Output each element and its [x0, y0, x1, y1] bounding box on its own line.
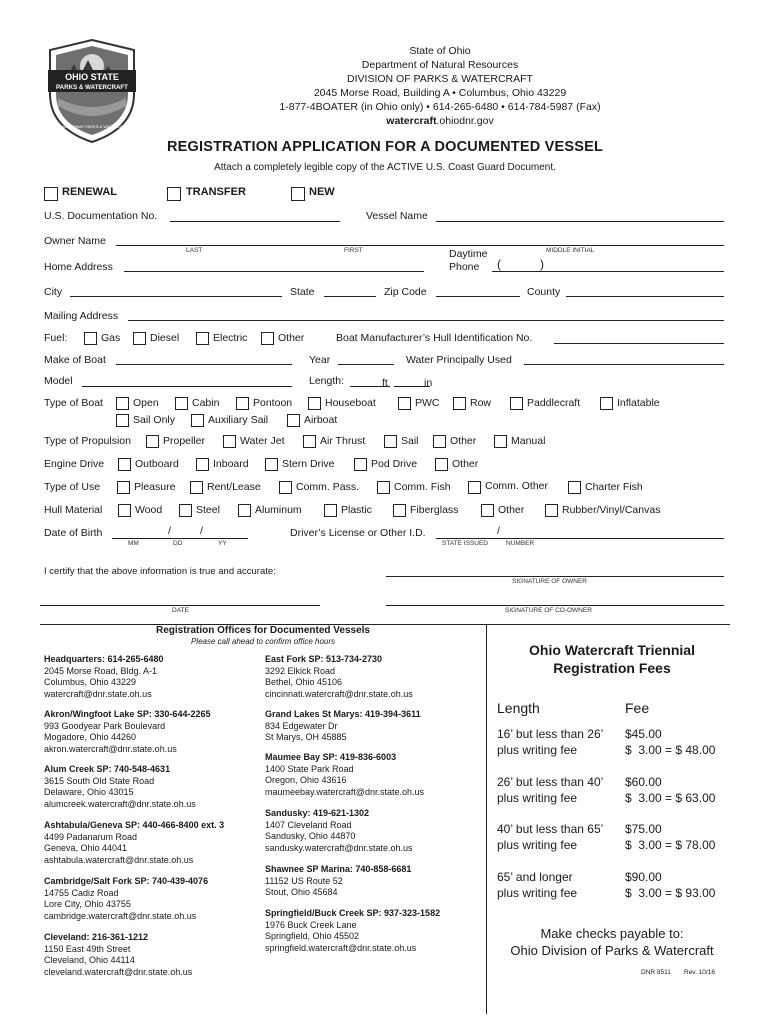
office-street: 11152 US Route 52 — [265, 875, 343, 886]
use-label: Type of Use — [44, 481, 101, 493]
fuel-electric-checkbox[interactable] — [196, 332, 209, 345]
office-email[interactable]: springfield.watercraft@dnr.state.oh.us — [265, 942, 417, 953]
new-label: NEW — [309, 186, 335, 198]
hull-plastic-checkbox[interactable] — [324, 504, 337, 517]
office-city: Stout, Ohio 45684 — [265, 887, 338, 897]
boat-airboat-label: Airboat — [304, 414, 338, 426]
prop-manual-checkbox[interactable] — [494, 435, 507, 448]
office-city: Columbus, Ohio 43229 — [44, 677, 137, 687]
hull-label: Hull Material — [44, 504, 103, 516]
use-rent-checkbox[interactable] — [190, 481, 203, 494]
office-street: 1150 East 49th Street — [44, 943, 131, 954]
office-name: Sandusky: 419-621-1302 — [265, 808, 370, 818]
mailing-label: Mailing Address — [44, 310, 119, 322]
fuel-gas-checkbox[interactable] — [84, 332, 97, 345]
use-pleasure-checkbox[interactable] — [117, 481, 130, 494]
water-field[interactable] — [524, 364, 724, 365]
use-charter-checkbox[interactable] — [568, 481, 581, 494]
office-east-fork — [265, 654, 483, 700]
prop-other-label: Other — [450, 435, 477, 447]
dd-caption: DD — [173, 540, 183, 547]
engine-other-label: Other — [452, 458, 479, 470]
office-name: Cambridge/Salt Fork SP: 740-439-4076 — [44, 876, 209, 886]
fee-writing: plus writing fee — [497, 886, 578, 900]
boat-inflatable-checkbox[interactable] — [600, 397, 613, 410]
office-city: St Marys, OH 45885 — [265, 732, 347, 742]
boat-houseboat-label: Houseboat — [325, 397, 376, 409]
new-checkbox[interactable] — [291, 187, 305, 201]
zip-field[interactable] — [436, 296, 520, 297]
form-number: DNR 8511 — [641, 969, 671, 976]
office-name: Springfield/Buck Creek SP: 937-323-1582 — [265, 908, 441, 918]
office-name: Maumee Bay SP: 419-836-6003 — [265, 752, 397, 762]
office-name: Cleveland: 216-361-1212 — [44, 932, 149, 942]
hull-aluminum-label: Aluminum — [255, 504, 302, 516]
prop-airthrust-checkbox[interactable] — [303, 435, 316, 448]
use-commfish-checkbox[interactable] — [377, 481, 390, 494]
fuel-other-checkbox[interactable] — [261, 332, 274, 345]
use-charter-label: Charter Fish — [585, 481, 643, 493]
office-name: Shawnee SP Marina: 740-858-6681 — [265, 864, 412, 874]
vessel-name-label: Vessel Name — [366, 210, 428, 222]
office-ashtabula — [44, 820, 259, 866]
boat-cabin-checkbox[interactable] — [175, 397, 188, 410]
prop-sail-label: Sail — [401, 435, 419, 447]
state-label: State — [290, 286, 315, 298]
certify-text: I certify that the above information is true and accurate: — [44, 566, 276, 577]
owner-name-field[interactable] — [116, 245, 724, 246]
header-address: 2045 Morse Road, Building A • Columbus, Ohio 43229 — [313, 87, 567, 99]
engine-other-checkbox[interactable] — [435, 458, 448, 471]
use-commpass-checkbox[interactable] — [279, 481, 292, 494]
offices-title: Registration Offices for Documented Vessels — [156, 625, 370, 636]
dob-slash-1: / — [168, 525, 171, 537]
offices-note: Please call ahead to confirm office hours — [190, 637, 336, 646]
boat-open-label: Open — [133, 397, 159, 409]
home-address-field[interactable] — [124, 271, 424, 272]
office-email[interactable]: watercraft@dnr.state.oh.us — [44, 688, 152, 699]
yy-caption: YY — [218, 540, 227, 547]
fee-total: $ 3.00 = $ 63.00 — [625, 791, 716, 805]
boat-sail-only-checkbox[interactable] — [116, 414, 129, 427]
header-website[interactable] — [230, 114, 650, 128]
sig-owner-caption: SIGNATURE OF OWNER — [512, 578, 587, 585]
fee-base: $75.00 — [625, 822, 662, 836]
year-label: Year — [309, 354, 331, 366]
office-springfield — [265, 908, 483, 954]
license-slash: / — [497, 525, 500, 537]
mm-caption: MM — [128, 540, 139, 547]
zip-label: Zip Code — [384, 286, 427, 298]
use-commfish-label: Comm. Fish — [394, 481, 451, 493]
hull-fiberglass-label: Fiberglass — [410, 504, 459, 516]
hin-field[interactable] — [554, 343, 724, 344]
logo-line1: OHIO STATE — [65, 72, 119, 82]
fees-title-1: Ohio Watercraft Triennial — [529, 642, 695, 658]
fees-col-fee: Fee — [625, 700, 650, 716]
boat-paddlecraft-checkbox[interactable] — [510, 397, 523, 410]
make-field[interactable] — [116, 364, 292, 365]
office-email[interactable]: cambridge.watercraft@dnr.state.oh.us — [44, 910, 197, 921]
office-email[interactable]: maumeebay.watercraft@dnr.state.oh.us — [265, 786, 425, 797]
office-city: Oregon, Ohio 43616 — [265, 775, 347, 785]
sig-coowner-caption: SIGNATURE OF CO-OWNER — [505, 607, 592, 614]
ft-label: ft — [382, 377, 388, 389]
header-state: State of Ohio — [409, 45, 471, 57]
boat-sail-only-label: Sail Only — [133, 414, 176, 426]
checks-line-2: Ohio Division of Parks & Watercraft — [510, 943, 714, 958]
office-city: Springfield, Ohio 45502 — [265, 931, 360, 941]
fees-col-length: Length — [497, 700, 540, 716]
prop-manual-label: Manual — [511, 435, 546, 447]
office-shawnee — [265, 864, 483, 899]
fee-row-3-length — [497, 821, 603, 853]
fee-row-2-amount — [625, 774, 715, 806]
fee-base: $45.00 — [625, 727, 662, 741]
office-cleveland — [44, 932, 259, 978]
fee-writing: plus writing fee — [497, 743, 578, 757]
use-commother-checkbox[interactable] — [468, 481, 481, 494]
header-dept: Department of Natural Resources — [361, 59, 519, 71]
transfer-label: TRANSFER — [186, 186, 246, 198]
fuel-other-label: Other — [278, 332, 305, 344]
office-city: Sandusky, Ohio 44870 — [265, 831, 356, 841]
hull-fiberglass-checkbox[interactable] — [393, 504, 406, 517]
city-field[interactable] — [70, 296, 282, 297]
engine-sterndrive-checkbox[interactable] — [265, 458, 278, 471]
logo-ring: OH! WATERWAY PARKS & WATERCRAFT — [53, 124, 131, 129]
hull-rubber-label: Rubber/Vinyl/Canvas — [562, 504, 661, 516]
boat-pwc-checkbox[interactable] — [398, 397, 411, 410]
fees-title-2: Registration Fees — [553, 660, 671, 676]
boat-aux-sail-checkbox[interactable] — [191, 414, 204, 427]
office-city: Lore City, Ohio 43755 — [44, 899, 131, 909]
dob-label: Date of Birth — [44, 527, 103, 539]
phone-paren-close: ) — [540, 257, 544, 271]
boat-houseboat-checkbox[interactable] — [308, 397, 321, 410]
water-label: Water Principally Used — [406, 354, 512, 366]
first-caption: FIRST — [344, 247, 363, 254]
fee-total: $ 3.00 = $ 78.00 — [625, 838, 716, 852]
fuel-diesel-label: Diesel — [150, 332, 180, 344]
office-alum-creek — [44, 764, 259, 810]
website-bold: watercraft — [386, 115, 437, 127]
column-divider — [486, 624, 487, 1014]
engine-outboard-label: Outboard — [135, 458, 179, 470]
use-commother-label: Comm. Other — [485, 480, 549, 492]
office-street: 2045 Morse Road, Bldg. A-1 — [44, 665, 158, 676]
boat-open-checkbox[interactable] — [116, 397, 129, 410]
engine-label: Engine Drive — [44, 458, 105, 470]
date-field[interactable] — [40, 605, 320, 606]
office-name: Grand Lakes St Marys: 419-394-3611 — [265, 709, 421, 719]
license-label: Driver’s License or Other I.D. — [290, 527, 426, 539]
fee-len: 16’ but less than 26’ — [497, 727, 604, 741]
use-rent-label: Rent/Lease — [207, 481, 261, 493]
prop-waterjet-label: Water Jet — [240, 435, 285, 447]
fuel-diesel-checkbox[interactable] — [133, 332, 146, 345]
prop-waterjet-checkbox[interactable] — [223, 435, 236, 448]
fee-total: $ 3.00 = $ 93.00 — [625, 886, 716, 900]
office-street: 993 Goodyear Park Boulevard — [44, 720, 166, 731]
office-name: East Fork SP: 513-734-2730 — [265, 654, 383, 664]
propulsion-label: Type of Propulsion — [44, 435, 131, 447]
engine-outboard-checkbox[interactable] — [118, 458, 131, 471]
office-street: 1400 State Park Road — [265, 763, 354, 774]
office-city: Geneva, Ohio 44041 — [44, 843, 128, 853]
prop-sail-checkbox[interactable] — [384, 435, 397, 448]
year-field[interactable] — [338, 364, 394, 365]
phone-field[interactable] — [492, 271, 724, 272]
office-hq — [44, 654, 259, 700]
office-city: Delaware, Ohio 43015 — [44, 787, 134, 797]
website-rest: .ohiodnr.gov — [436, 115, 494, 127]
hull-steel-checkbox[interactable] — [179, 504, 192, 517]
boat-cabin-label: Cabin — [192, 397, 220, 409]
daytime-label: Daytime — [449, 248, 488, 260]
header-division: DIVISION OF PARKS & WATERCRAFT — [347, 73, 533, 85]
license-field[interactable] — [436, 538, 724, 539]
prop-propeller-label: Propeller — [163, 435, 206, 447]
county-field[interactable] — [566, 296, 724, 297]
mailing-field[interactable] — [128, 320, 724, 321]
boat-row-label: Row — [470, 397, 492, 409]
fuel-label: Fuel: — [44, 332, 68, 344]
hin-label: Boat Manufacturer’s Hull Identification No. — [336, 332, 533, 344]
boat-row-checkbox[interactable] — [453, 397, 466, 410]
header-block — [230, 44, 650, 128]
state-issued-caption: STATE ISSUED — [442, 540, 488, 547]
prop-propeller-checkbox[interactable] — [146, 435, 159, 448]
phone-paren-open: ( — [497, 257, 501, 271]
office-city: Mogadore, Ohio 44260 — [44, 732, 137, 742]
office-akron — [44, 709, 259, 755]
office-maumee-bay — [265, 752, 483, 798]
office-cambridge — [44, 876, 259, 922]
fee-row-1-amount — [625, 726, 715, 758]
fee-base: $60.00 — [625, 775, 662, 789]
transfer-checkbox[interactable] — [167, 187, 181, 201]
fee-row-1-length — [497, 726, 603, 758]
engine-sterndrive-label: Stern Drive — [282, 458, 335, 470]
boat-inflatable-label: Inflatable — [617, 397, 660, 409]
home-address-label: Home Address — [44, 261, 113, 273]
office-email[interactable]: cincinnati.watercraft@dnr.state.oh.us — [265, 688, 413, 699]
middle-caption: MIDDLE INITIAL — [546, 247, 595, 254]
office-grand-lakes — [265, 709, 483, 744]
office-email[interactable]: akron.watercraft@dnr.state.oh.us — [44, 743, 177, 754]
fee-row-3-amount — [625, 821, 715, 853]
last-caption: LAST — [186, 247, 203, 254]
office-street: 3292 Elkick Road — [265, 665, 336, 676]
engine-poddrive-label: Pod Drive — [371, 458, 418, 470]
checks-line-1: Make checks payable to: — [540, 926, 684, 941]
logo-line2: PARKS & WATERCRAFT — [56, 84, 128, 91]
boat-aux-sail-label: Auxiliary Sail — [208, 414, 269, 426]
prop-airthrust-label: Air Thrust — [320, 435, 366, 447]
office-email[interactable]: alumcreek.watercraft@dnr.state.oh.us — [44, 798, 196, 809]
hull-wood-checkbox[interactable] — [118, 504, 131, 517]
office-name: Alum Creek SP: 740-548-4631 — [44, 764, 171, 774]
fuel-electric-label: Electric — [213, 332, 248, 344]
state-field[interactable] — [324, 296, 376, 297]
number-caption: NUMBER — [506, 540, 535, 547]
renewal-label: RENEWAL — [62, 186, 117, 198]
office-name: Akron/Wingfoot Lake SP: 330-644-2265 — [44, 709, 211, 719]
hull-rubber-checkbox[interactable] — [545, 504, 558, 517]
fee-len: 26’ but less than 40’ — [497, 775, 604, 789]
form-subtitle: Attach a completely legible copy of the ACTIVE U.S. Coast Guard Document. — [214, 162, 556, 173]
boat-pontoon-label: Pontoon — [253, 397, 293, 409]
hull-aluminum-checkbox[interactable] — [238, 504, 251, 517]
owner-signature-field[interactable] — [386, 576, 724, 577]
fee-row-2-length — [497, 774, 603, 806]
owner-name-label: Owner Name — [44, 235, 106, 247]
form-revision: Rev. 10/16 — [684, 969, 715, 976]
office-city: Cleveland, Ohio 44114 — [44, 955, 135, 965]
office-sandusky — [265, 808, 483, 854]
office-street: 834 Edgewater Dr — [265, 720, 338, 731]
office-street: 4499 Padanarum Road — [44, 831, 138, 842]
engine-inboard-checkbox[interactable] — [196, 458, 209, 471]
fee-total: $ 3.00 = $ 48.00 — [625, 743, 716, 757]
fee-base: $90.00 — [625, 870, 662, 884]
hull-other-label: Other — [498, 504, 525, 516]
office-email[interactable]: sandusky.watercraft@dnr.state.oh.us — [265, 842, 413, 853]
boat-type-label: Type of Boat — [44, 397, 103, 409]
fee-writing: plus writing fee — [497, 838, 578, 852]
office-name: Ashtabula/Geneva SP: 440-466-8400 ext. 3 — [44, 820, 225, 830]
model-field[interactable] — [82, 386, 292, 387]
form-title: REGISTRATION APPLICATION FOR A DOCUMENTED VESSEL — [166, 139, 604, 155]
office-name: Headquarters: 614-265-6480 — [44, 654, 164, 664]
boat-airboat-checkbox[interactable] — [287, 414, 300, 427]
hull-plastic-label: Plastic — [341, 504, 372, 516]
length-label: Length: — [309, 375, 345, 387]
use-pleasure-label: Pleasure — [134, 481, 176, 493]
model-label: Model — [44, 375, 73, 387]
make-label: Make of Boat — [44, 354, 106, 366]
office-street: 14755 Cadiz Road — [44, 887, 119, 898]
doc-no-field[interactable] — [170, 221, 340, 222]
ohio-parks-logo — [42, 36, 142, 146]
office-email[interactable]: ashtabula.watercraft@dnr.state.oh.us — [44, 854, 194, 865]
office-street: 1407 Cleveland Road — [265, 819, 352, 830]
hull-other-checkbox[interactable] — [481, 504, 494, 517]
office-street: 3615 South Old State Road — [44, 775, 155, 786]
dob-field[interactable] — [112, 538, 248, 539]
fuel-gas-label: Gas — [101, 332, 121, 344]
boat-pwc-label: PWC — [415, 397, 440, 409]
header-phones: 1-877-4BOATER (in Ohio only) • 614-265-6480 • 614-784-5987 (Fax) — [279, 101, 601, 113]
boat-pontoon-checkbox[interactable] — [236, 397, 249, 410]
fee-row-4-length — [497, 869, 577, 901]
office-city: Bethel, Ohio 45106 — [265, 677, 343, 687]
use-commpass-label: Comm. Pass. — [296, 481, 360, 493]
dob-slash-2: / — [200, 525, 203, 537]
fee-len: 65’ and longer — [497, 870, 573, 884]
office-street: 1976 Buck Creek Lane — [265, 919, 357, 930]
renewal-checkbox[interactable] — [44, 187, 58, 201]
hull-steel-label: Steel — [196, 504, 220, 516]
fee-row-4-amount — [625, 869, 715, 901]
boat-paddlecraft-label: Paddlecraft — [527, 397, 581, 409]
vessel-name-field[interactable] — [436, 221, 724, 222]
engine-poddrive-checkbox[interactable] — [354, 458, 367, 471]
date-caption: DATE — [172, 607, 189, 614]
phone-label: Phone — [449, 261, 480, 273]
engine-inboard-label: Inboard — [213, 458, 249, 470]
fee-writing: plus writing fee — [497, 791, 578, 805]
office-email[interactable]: cleveland.watercraft@dnr.state.oh.us — [44, 966, 193, 977]
coowner-signature-field[interactable] — [386, 605, 724, 606]
fee-len: 40’ but less than 65’ — [497, 822, 604, 836]
county-label: County — [527, 286, 561, 298]
city-label: City — [44, 286, 63, 298]
prop-other-checkbox[interactable] — [433, 435, 446, 448]
doc-no-label: U.S. Documentation No. — [44, 210, 158, 222]
in-label: in — [424, 377, 433, 389]
hull-wood-label: Wood — [135, 504, 163, 516]
